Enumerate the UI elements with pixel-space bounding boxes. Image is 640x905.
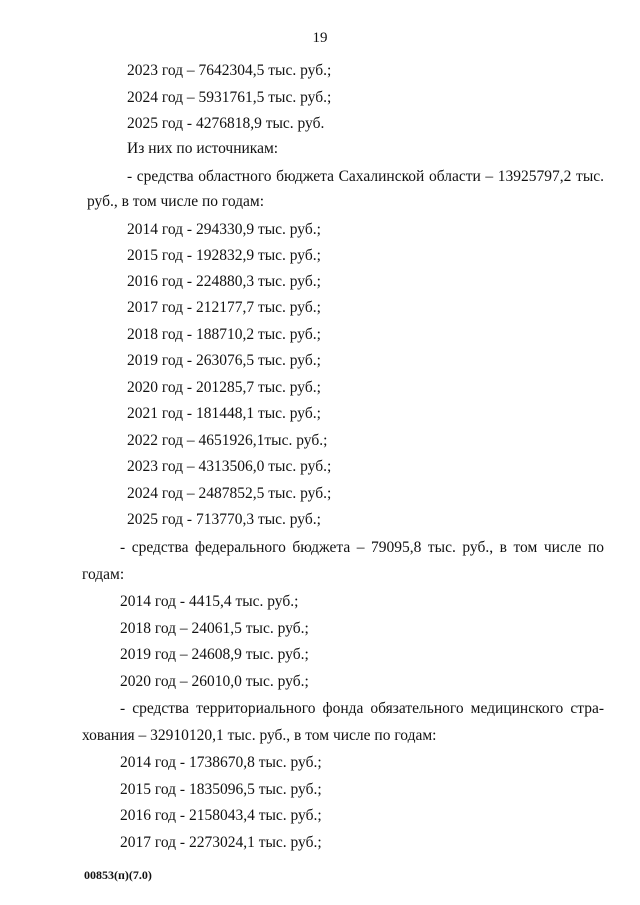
page-number: 19 (312, 30, 328, 46)
text-line: 2017 год - 2273024,1 тыс. руб.; (120, 834, 322, 851)
text-line: - средства федерального бюджета – 79095,8 тыс. руб., в том числе по (120, 539, 604, 556)
text-line: хования – 32910120,1 тыс. руб., в том числе по годам: (82, 727, 437, 744)
text-line: 2016 год - 224880,3 тыс. руб.; (127, 273, 321, 290)
text-line: 2021 год - 181448,1 тыс. руб.; (127, 405, 321, 422)
text-line: 2014 год - 4415,4 тыс. руб.; (120, 593, 299, 610)
text-line: 2015 год - 192832,9 тыс. руб.; (127, 247, 321, 264)
text-line: 2019 год - 263076,5 тыс. руб.; (127, 352, 321, 369)
text-line: 2015 год - 1835096,5 тыс. руб.; (120, 781, 322, 798)
text-line: годам: (82, 566, 125, 583)
text-line: 2023 год – 7642304,5 тыс. руб.; (127, 62, 332, 79)
text-line: 2017 год - 212177,7 тыс. руб.; (127, 299, 321, 316)
text-line: 2016 год - 2158043,4 тыс. руб.; (120, 807, 322, 824)
text-line: 2014 год - 1738670,8 тыс. руб.; (120, 754, 322, 771)
text-line: руб., в том числе по годам: (87, 193, 265, 210)
text-line: 2023 год – 4313506,0 тыс. руб.; (127, 458, 332, 475)
text-line: 2025 год - 4276818,9 тыс. руб. (127, 115, 325, 132)
text-line: 2020 год - 201285,7 тыс. руб.; (127, 379, 321, 396)
text-line: 2024 год – 5931761,5 тыс. руб.; (127, 89, 332, 106)
text-line: 2018 год – 24061,5 тыс. руб.; (120, 620, 309, 637)
text-line: 2024 год – 2487852,5 тыс. руб.; (127, 485, 332, 502)
text-line: 2020 год – 26010,0 тыс. руб.; (120, 673, 309, 690)
text-line: 2019 год – 24608,9 тыс. руб.; (120, 646, 309, 663)
text-line: - средства территориального фонда обязательного медицинского стра- (120, 700, 604, 717)
text-line: 2022 год – 4651926,1тыс. руб.; (127, 432, 328, 449)
text-line: Из них по источникам: (127, 140, 279, 157)
text-line: 2018 год - 188710,2 тыс. руб.; (127, 326, 321, 343)
text-line: 2014 год - 294330,9 тыс. руб.; (127, 221, 321, 238)
text-line: - средства областного бюджета Сахалинской области – 13925797,2 тыс. (127, 168, 604, 185)
footer-code: 00853(п)(7.0) (84, 868, 152, 882)
text-line: 2025 год - 713770,3 тыс. руб.; (127, 511, 321, 528)
